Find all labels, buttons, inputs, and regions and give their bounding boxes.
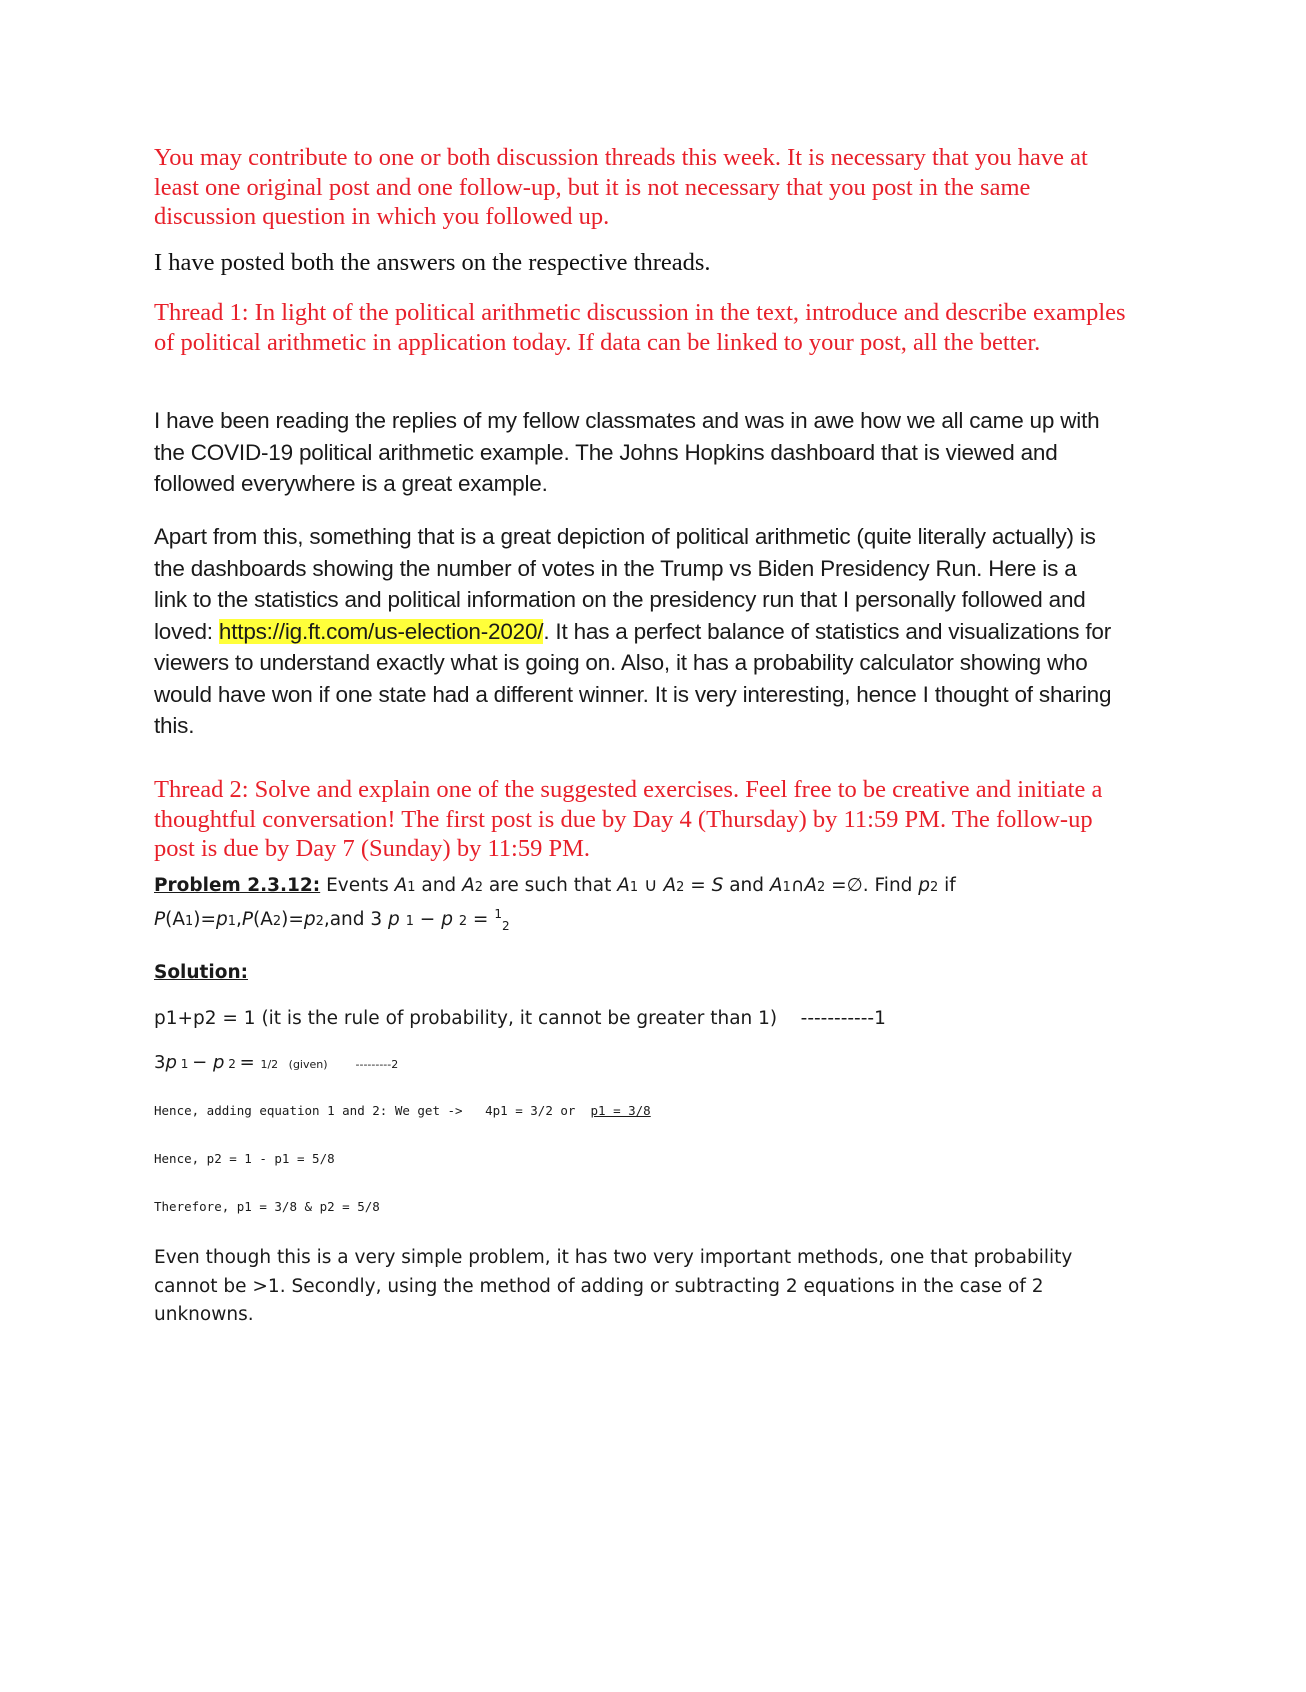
election-link[interactable]: https://ig.ft.com/us-election-2020/ [218, 618, 544, 644]
equation-2: 3p 1 − p 2 = 1/2 (given) ---------2 [154, 1052, 399, 1073]
answered-note: I have posted both the answers on the respective threads. [154, 249, 711, 276]
problem-label: Problem 2.3.12: [154, 875, 321, 896]
step-therefore: Therefore, p1 = 3/8 & p2 = 5/8 [154, 1199, 380, 1214]
thread1-reply-paragraph-2 [154, 521, 1114, 742]
reply-text-before-link: Apart from this, something that is a great depiction of political arithmetic (quite literally actually) is the dashboards showing the number of votes in the Trump vs Biden Presidency Run. Here is a link to the statistics and political information on the presidency run that I personally followed and loved: [154, 524, 1096, 644]
step-compute-p2: Hence, p2 = 1 - p1 = 5/8 [154, 1151, 335, 1166]
step-adding-equations: Hence, adding equation 1 and 2: We get -> 4p1 = 3/2 or p1 = 3/8 [154, 1103, 651, 1118]
thread1-prompt: Thread 1: In light of the political arithmetic discussion in the text, introduce and describe examples of political arithmetic in application today. If data can be linked to your post, all the better. [154, 299, 1126, 356]
solution-label: Solution: [154, 962, 249, 983]
problem-statement: Problem 2.3.12: Events A1 and A2 are such that A1 ∪ A2 = S and A1∩A2 =∅. Find p2 if P(A1)=p1,P(A2)=p2,and 3 p 1 − p 2 = $^1_2$ [154, 875, 956, 933]
conclusion-paragraph: Even though this is a very simple problem, it has two very important methods, one that probability cannot be >1. Secondly, using the method of adding or subtracting 2 equations in the case of 2 unknowns. [154, 1247, 1073, 1325]
thread2-prompt: Thread 2: Solve and explain one of the suggested exercises. Feel free to be creative and initiate a thoughtful conversation! The first post is due by Day 4 (Thursday) by 11:59 PM. The follow-up post is due by Day 7 (Sunday) by 11:59 PM. [154, 776, 1103, 862]
thread1-reply-paragraph-1: I have been reading the replies of my fellow classmates and was in awe how we all came up with the COVID-19 political arithmetic example. The Johns Hopkins dashboard that is viewed and followed everywhere is a great example. [154, 408, 1100, 496]
instructions-paragraph: You may contribute to one or both discussion threads this week. It is necessary that you have at least one original post and one follow-up, but it is not necessary that you post in the same discussion question in which you followed up. [154, 144, 1088, 230]
equation-1: p1+p2 = 1 (it is the rule of probability, it cannot be greater than 1) -----------1 [154, 1008, 886, 1029]
reply-text-after-link: . It has a perfect balance of statistics and visualizations for viewers to understand exactly what is going on. Also, it has a probability calculator showing who would have won if one state had a different winner. It is very interesting, hence I thought of sharing this. [154, 618, 1112, 738]
